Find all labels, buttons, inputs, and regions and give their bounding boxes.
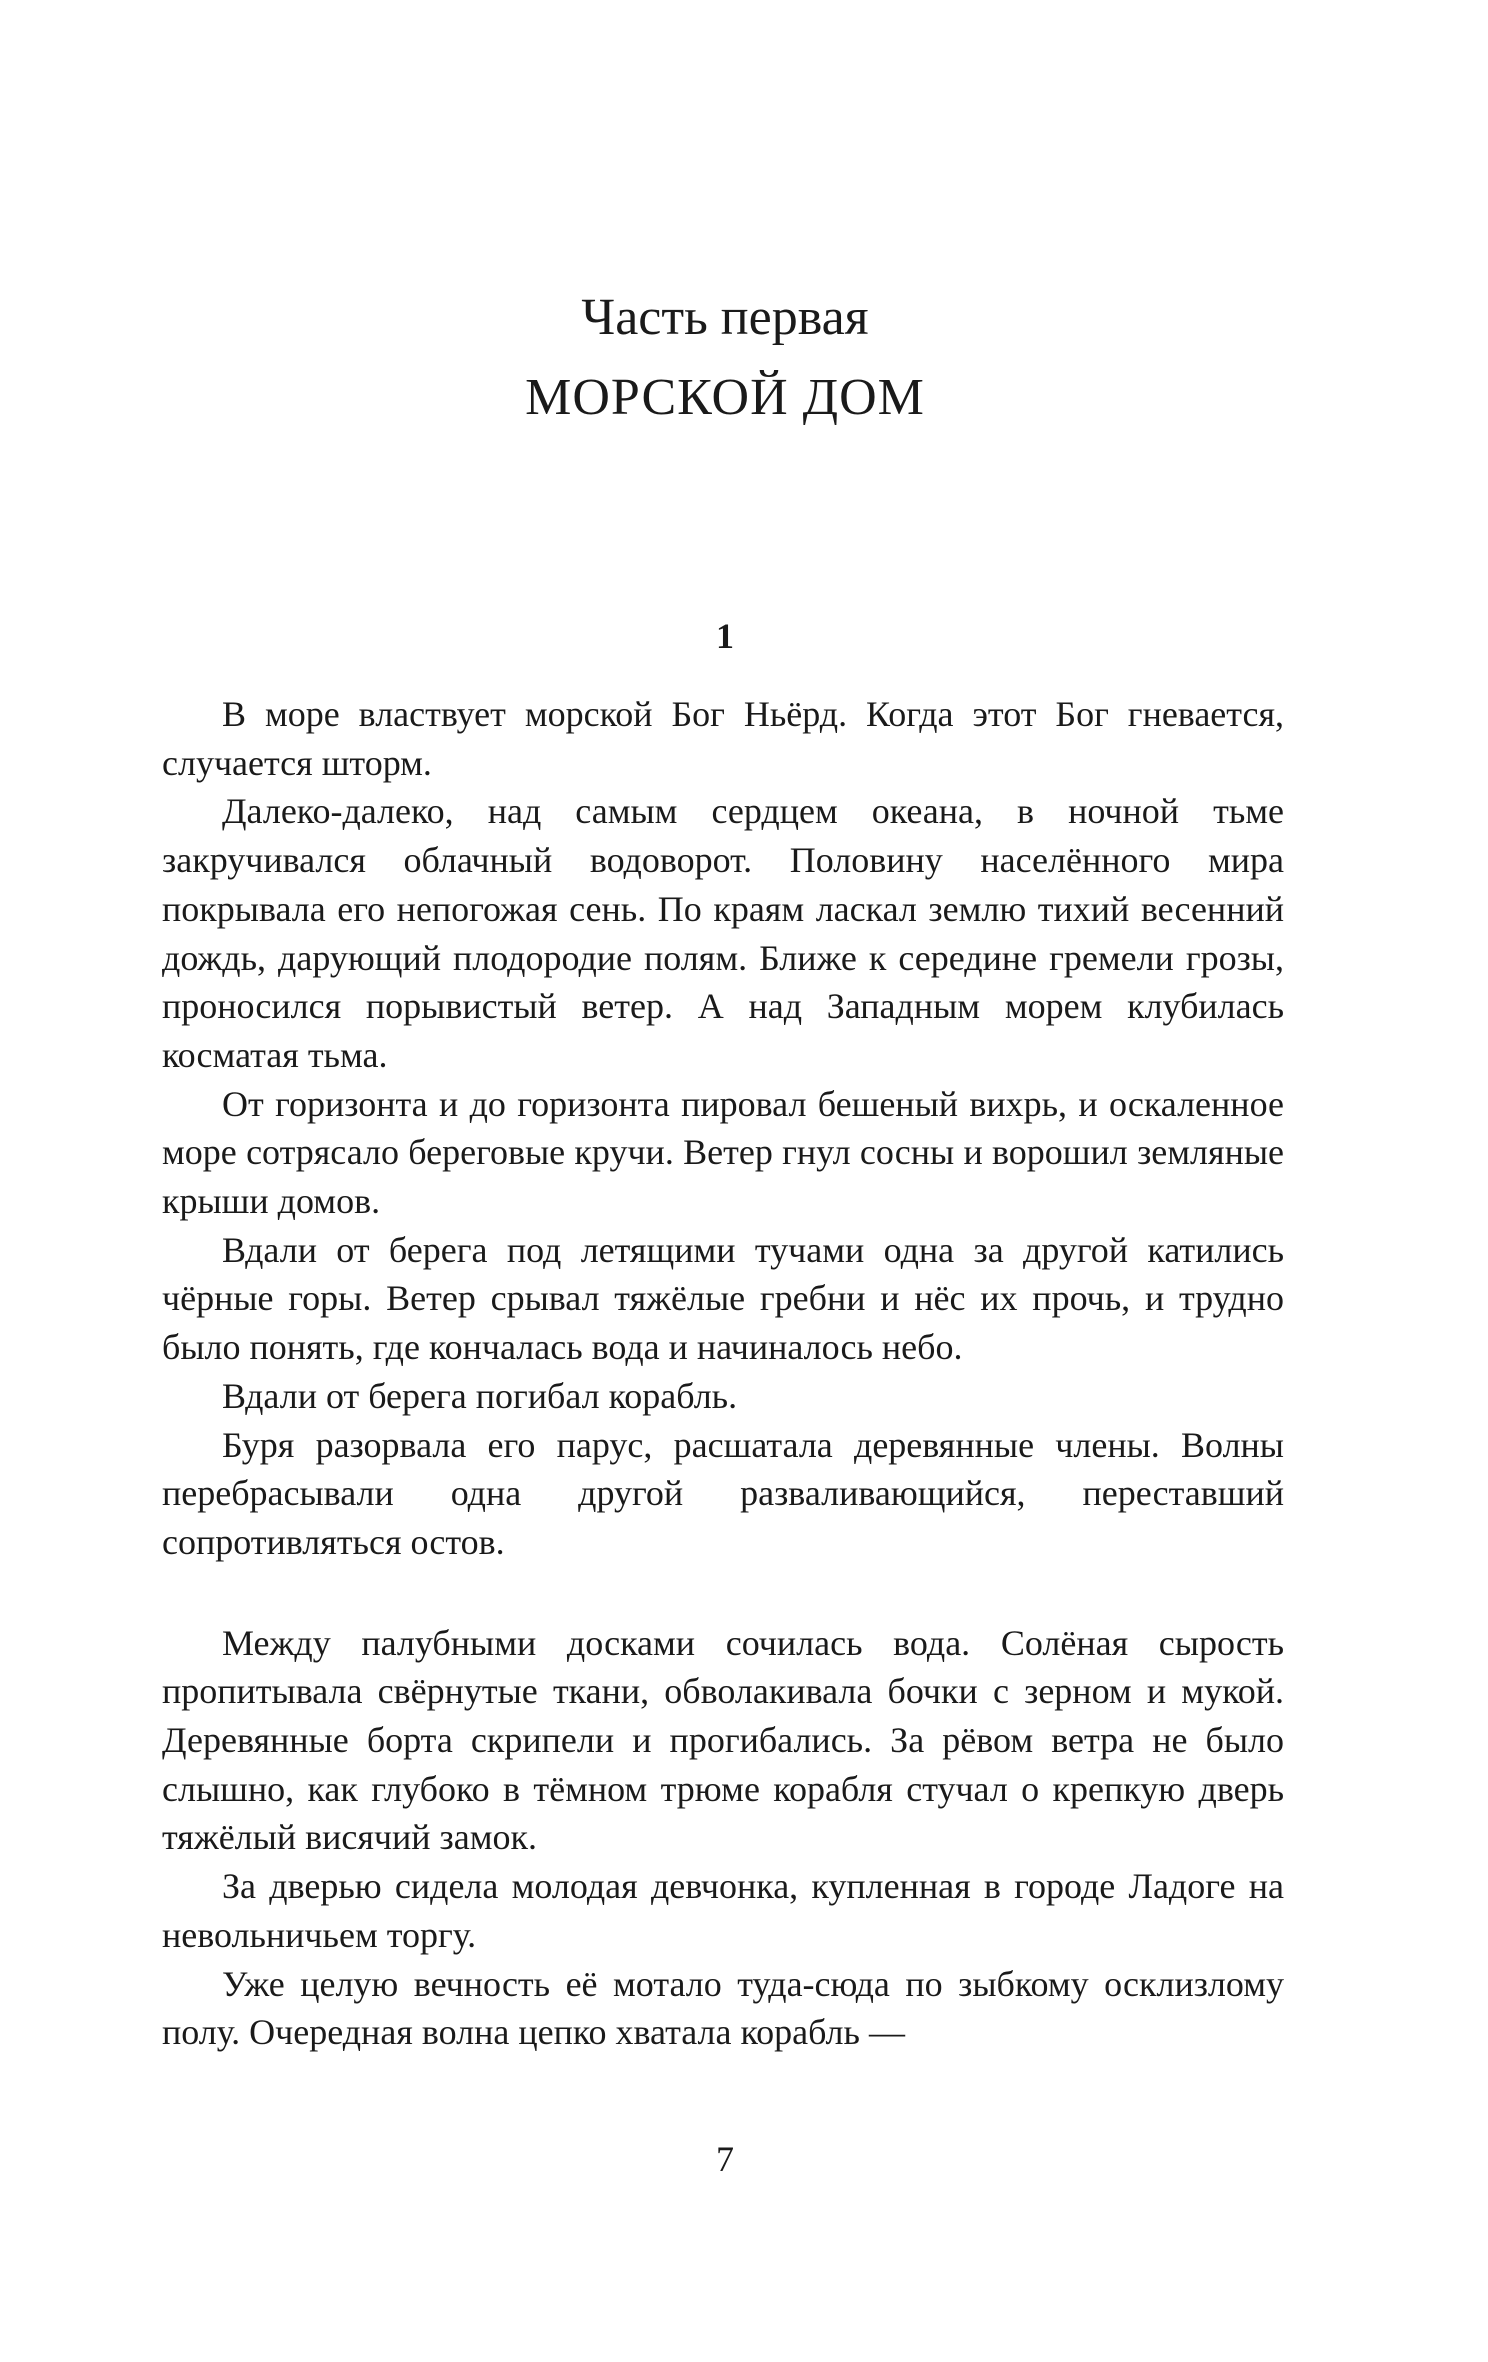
page-number: 7 — [716, 2139, 734, 2179]
chapter-number: 1 — [716, 616, 734, 656]
paragraph: Буря разорвала его парус, расшатала деревянные члены. Волны перебрасывали одна другой разваливающийся, переставший сопротивляться остов. — [162, 1424, 1284, 1562]
chapter-text — [162, 690, 1284, 2057]
section-break — [162, 1567, 1284, 1619]
paragraph: За дверью сидела молодая девчонка, купленная в городе Ладоге на невольничьем торгу. — [162, 1866, 1284, 1955]
part-label: Часть первая — [581, 289, 869, 346]
paragraph: В море властвует морской Бог Ньёрд. Когда этот Бог гневается, случается шторм. — [162, 694, 1284, 783]
paragraph: Далеко-далеко, над самым сердцем океана, в ночной тьме закручивался облачный водоворот. Половину населённого мира покрывала его непогожая сень. По краям ласкал землю тихий весенний дождь, дарующий плодородие полям. Ближе к середине гремели грозы, проносился порывистый ветер. А над Западным морем клубилась косматая тьма. — [162, 791, 1284, 1075]
paragraph: Вдали от берега под летящими тучами одна за другой катились чёрные горы. Ветер срывал тяжёлые гребни и нёс их прочь, и трудно было понять, где кончалась вода и начиналось небо. — [162, 1229, 1284, 1368]
paragraph: Уже целую вечность её мотало туда-сюда по зыбкому осклизлому полу. Очередная волна цепко хватала корабль — — [162, 1963, 1284, 2053]
paragraph: Между палубными досками сочилась вода. Солёная сырость пропитывала свёрнутые ткани, обволакивала бочки с зерном и мукой. Деревянные борта скрипели и прогибались. За рёвом ветра не было слышно, как глубоко в тёмном трюме корабля стучал о крепкую дверь тяжёлый висячий замок. — [162, 1622, 1284, 1858]
paragraph: Вдали от берега погибал корабль. — [222, 1375, 738, 1416]
part-title: МОРСКОЙ ДОМ — [525, 369, 925, 426]
paragraph: От горизонта и до горизонта пировал бешеный вихрь, и оскаленное море сотрясало береговые кручи. Ветер гнул сосны и ворошил земляные крыши домов. — [162, 1083, 1284, 1222]
